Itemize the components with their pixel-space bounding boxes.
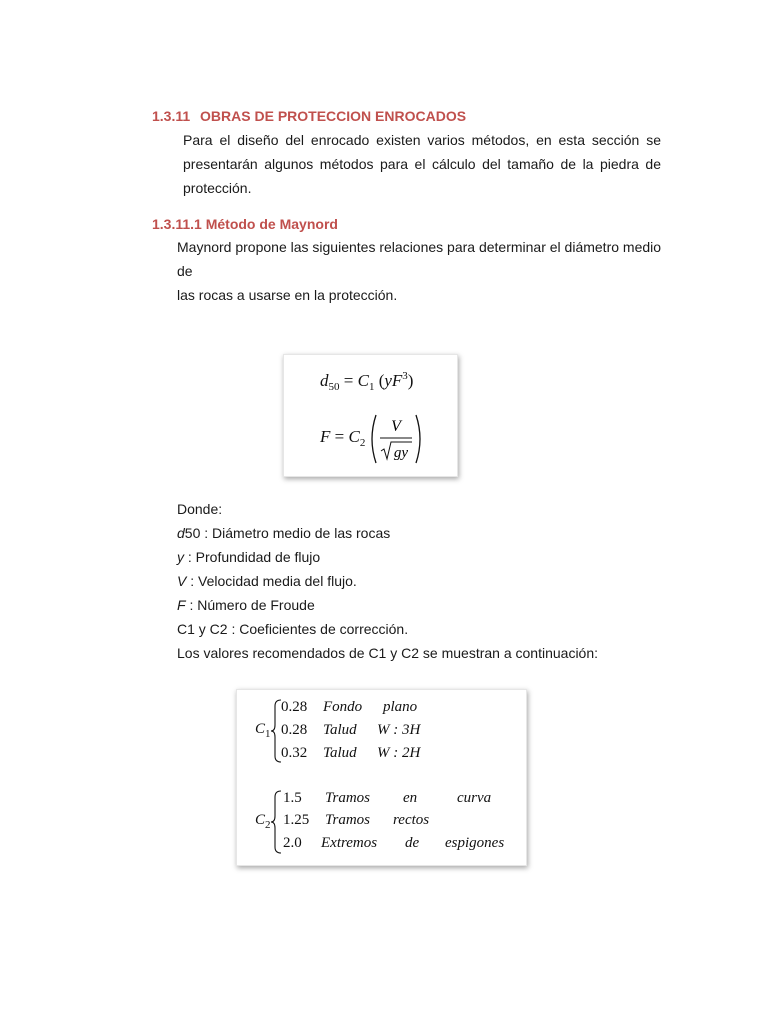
- c2-label: [255, 812, 271, 829]
- c2-brace-icon: [271, 789, 283, 855]
- legend-description: : Número de Froude: [185, 597, 315, 613]
- left-paren-shape: [372, 415, 376, 463]
- section-heading: [152, 108, 466, 124]
- legend-item-f: [177, 593, 657, 617]
- c2-row-1-b: en: [403, 790, 418, 806]
- c2-row-2-b: rectos: [393, 812, 430, 828]
- section-number: 1.3.11: [152, 108, 191, 124]
- formula-froude-fraction: [368, 411, 424, 467]
- c2-symbol: C: [255, 812, 266, 828]
- c1-row-1-value: 0.28: [281, 699, 308, 715]
- subsection-intro-line-3: las rocas a usarse en la protección.: [177, 287, 398, 303]
- formula-d50-open-paren: (: [378, 371, 385, 390]
- c1-row-2-b: W : 3H: [377, 722, 421, 738]
- subsection-intro: [177, 235, 667, 307]
- legend-description: 50 : Diámetro medio de las rocas: [184, 525, 391, 541]
- c1-row-3-b: W : 2H: [377, 745, 421, 761]
- formula-froude-coef: C: [348, 427, 360, 446]
- formula-d50-equals: =: [343, 371, 354, 390]
- formula-d50: [320, 371, 413, 391]
- c1-row-3-value: 0.32: [281, 745, 308, 761]
- legend-symbol: d: [177, 525, 185, 541]
- legend-description: : Velocidad media del flujo.: [186, 573, 357, 589]
- formula-d50-coef: C: [357, 371, 369, 390]
- c2-subscript: 2: [265, 819, 271, 831]
- legend-description: C1 y C2 : Coeficientes de corrección.: [177, 621, 409, 637]
- section-intro-line-3: protección.: [183, 180, 252, 196]
- c1-subscript: 1: [265, 728, 271, 740]
- formula-froude-numerator: V: [391, 418, 401, 435]
- section-intro: [183, 128, 661, 200]
- legend-item-c1-c2: [177, 617, 657, 641]
- c2-row-3-value: 2.0: [283, 835, 302, 851]
- c1-row-3-a: Talud: [323, 745, 357, 761]
- legend-symbol: V: [177, 573, 187, 589]
- c2-row-3-a: Extremos: [321, 835, 378, 851]
- legend-item-v: [177, 569, 657, 593]
- subsection-title: Método de Maynord: [205, 216, 338, 232]
- legend-description: : Profundidad de flujo: [184, 549, 321, 565]
- legend-item-d50: [177, 521, 657, 545]
- c2-row-1-value: 1.5: [283, 790, 302, 806]
- section-intro-line-2: presentarán algunos métodos para el cálculo del tamaño de la piedra de: [183, 156, 661, 172]
- c1-row-2-value: 0.28: [281, 722, 308, 738]
- subsection-heading: [152, 216, 338, 232]
- coefficients-box: [236, 689, 527, 866]
- section-intro-line-1: Para el diseño del enrocado existen varios métodos, en esta sección se: [183, 132, 661, 148]
- legend-item-y: [177, 545, 657, 569]
- legend-heading: Donde:: [177, 501, 223, 517]
- c1-symbol: C: [255, 721, 266, 737]
- formula-d50-y: y: [384, 371, 392, 390]
- c2-row-2-a: Tramos: [325, 812, 371, 828]
- c2-row-3-c: espigones: [445, 835, 505, 851]
- formula-d50-exponent: 3: [402, 370, 408, 382]
- formula-d50-subscript: 50: [328, 381, 340, 393]
- formula-d50-coef-subscript: 1: [368, 381, 375, 393]
- formula-froude-equals: =: [334, 427, 345, 446]
- right-paren-shape: [416, 415, 420, 463]
- c2-row-1-c: curva: [457, 790, 492, 806]
- subsection-intro-line-1: Maynord propone las siguientes relaciones para determinar el diámetro medio: [177, 239, 662, 255]
- c1-row-1-b: plano: [383, 699, 418, 715]
- c2-row-3-b: de: [405, 835, 420, 851]
- legend-symbol: F: [177, 597, 186, 613]
- maynord-formula-box: [283, 354, 458, 477]
- formula-d50-F: F: [391, 371, 403, 390]
- legend-symbol: y: [177, 549, 184, 565]
- c1-label: [255, 721, 271, 738]
- formula-froude-coef-subscript: 2: [359, 437, 366, 449]
- subsection-number: 1.3.11.1: [152, 216, 202, 232]
- c1-row-1-a: Fondo: [323, 699, 363, 715]
- legend-closing: Los valores recomendados de C1 y C2 se muestran a continuación:: [177, 645, 599, 661]
- formula-d50-symbol: d: [320, 371, 329, 390]
- c2-row-2-value: 1.25: [283, 812, 310, 828]
- formula-froude-lhs: [320, 427, 365, 447]
- c2-row-1-a: Tramos: [325, 790, 371, 806]
- subsection-intro-line-2: de: [177, 263, 193, 279]
- variable-legend: [177, 497, 657, 665]
- section-title: OBRAS DE PROTECCION ENROCADOS: [200, 108, 467, 124]
- formula-froude-symbol: F: [320, 427, 331, 446]
- c1-row-2-a: Talud: [323, 722, 357, 738]
- formula-froude-denominator: gy: [393, 445, 409, 461]
- formula-d50-close-paren: ): [407, 371, 414, 390]
